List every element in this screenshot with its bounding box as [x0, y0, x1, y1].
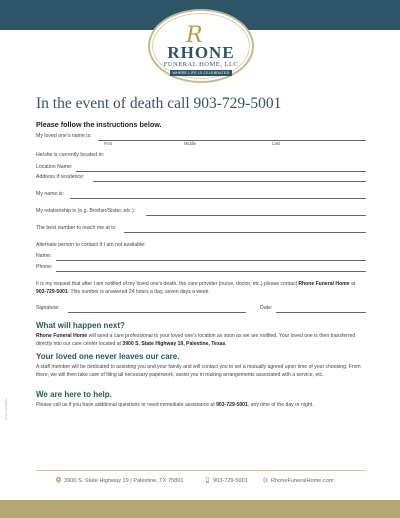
date-label: Date:	[260, 305, 273, 311]
help-text-2: , any time of the day or night.	[247, 402, 314, 408]
footer-band	[0, 500, 400, 518]
my-name-label: My name is:	[36, 191, 64, 197]
section-heading-next: What will happen next?	[36, 321, 125, 330]
section-text-next	[36, 332, 366, 349]
footer-address	[56, 477, 184, 484]
request-text-3: . This number is answered 24 hours a day, seven days a week.	[67, 289, 210, 296]
best-number-line[interactable]	[124, 232, 366, 233]
request-phone: 903-729-5001	[36, 289, 68, 296]
company-logo	[148, 9, 254, 83]
alt-name-label: Name:	[36, 253, 52, 259]
loved-one-name-line[interactable]	[98, 140, 366, 141]
last-name-sublabel: Last	[272, 141, 280, 146]
request-funeral-home: Rhone Funeral Home	[298, 281, 350, 287]
logo-tagline: WHERE LIFE IS CELEBRATED	[170, 70, 232, 76]
alt-phone-line[interactable]	[56, 271, 366, 272]
located-in-field	[36, 152, 366, 161]
footer-website[interactable]	[263, 477, 334, 484]
page-headline: In the event of death call 903-729-5001	[36, 95, 282, 112]
my-name-line[interactable]	[70, 198, 366, 199]
section-text-care: A staff member will be dedicated to assisting you and your family and will contact you to set a mutually agreed upon time of your choosing. From there, we will then take care of filing all necessary paperwork, assist you in making arrangements associated with a service, etc.	[36, 364, 361, 379]
loved-one-name-field[interactable]	[36, 133, 366, 142]
loved-one-name-label: My loved one's name is:	[36, 133, 92, 139]
request-text-1: It is my request that after I am notified of my loved one's death, the care provider (nurse, doctor, etc.) please contact	[36, 281, 299, 287]
relationship-label: My relationship is (e.g. Brother/Sister, etc.):	[36, 208, 136, 214]
request-paragraph	[36, 280, 366, 297]
help-phone: 903-729-5001	[216, 402, 248, 408]
phone-icon	[205, 477, 210, 483]
location-name-label: Location Name:	[36, 164, 73, 170]
relationship-field[interactable]	[36, 208, 366, 217]
footer-phone[interactable]	[205, 477, 248, 484]
side-code: RFH-2016-0001	[4, 398, 8, 420]
first-name-sublabel: First	[104, 141, 113, 146]
footer-divider	[36, 470, 366, 471]
footer-address-text: 3900 S. State Highway 19 | Palestine, TX 75801	[64, 478, 184, 484]
help-text-1: Please call us if you have additional questions or need immediate assistance at	[36, 402, 217, 408]
next-text-end: .	[225, 341, 227, 348]
located-in-label: He/she is currently located in:	[36, 152, 105, 158]
logo-flourish: R	[186, 23, 203, 48]
request-text-2: at	[349, 281, 356, 287]
location-pin-icon	[56, 477, 61, 483]
section-heading-care: Your loved one never leaves our care.	[36, 352, 180, 361]
next-text: will send a care professional to your loved one's location as soon as we are notified. Your loved one is then transferred directly into our care center located at	[36, 333, 356, 348]
best-number-field[interactable]	[36, 225, 366, 234]
address-line[interactable]	[93, 181, 366, 182]
next-funeral-home: Rhone Funeral Home	[36, 333, 88, 339]
location-name-field[interactable]	[36, 164, 366, 173]
instructions-heading: Please follow the instructions below.	[36, 120, 162, 129]
alt-phone-label: Phone:	[36, 264, 53, 270]
signature-label: Signature:	[36, 305, 60, 311]
relationship-line[interactable]	[146, 215, 366, 216]
signature-date-row[interactable]	[36, 305, 366, 314]
logo-name: RHONE	[167, 43, 235, 62]
section-heading-help: We are here to help.	[36, 390, 112, 399]
logo-subtitle: FUNERAL HOME, LLC	[163, 61, 239, 68]
best-number-label: The best number to reach me at is:	[36, 225, 117, 231]
signature-line[interactable]	[68, 312, 246, 313]
alt-name-line[interactable]	[56, 260, 366, 261]
globe-icon	[263, 477, 268, 483]
alt-phone-field[interactable]	[36, 264, 366, 273]
address-label: Address if residence:	[36, 174, 85, 180]
next-address: 3900 S. State Highway 19, Palestine, Texas	[122, 341, 226, 348]
section-text-help	[36, 401, 366, 409]
middle-name-sublabel: Middle	[184, 141, 197, 146]
date-line[interactable]	[276, 312, 366, 313]
location-name-line[interactable]	[76, 171, 366, 172]
footer-contact-bar	[0, 477, 400, 489]
my-name-field[interactable]	[36, 191, 366, 200]
footer-website-text: RhoneFuneralHome.com	[271, 478, 334, 484]
alt-name-field[interactable]	[36, 253, 366, 262]
address-field[interactable]	[36, 174, 366, 183]
alternate-contact-field	[36, 242, 366, 251]
alternate-contact-label: Alternate person to contact if I am not available:	[36, 242, 146, 248]
footer-phone-text: 903-729-5001	[213, 478, 248, 484]
